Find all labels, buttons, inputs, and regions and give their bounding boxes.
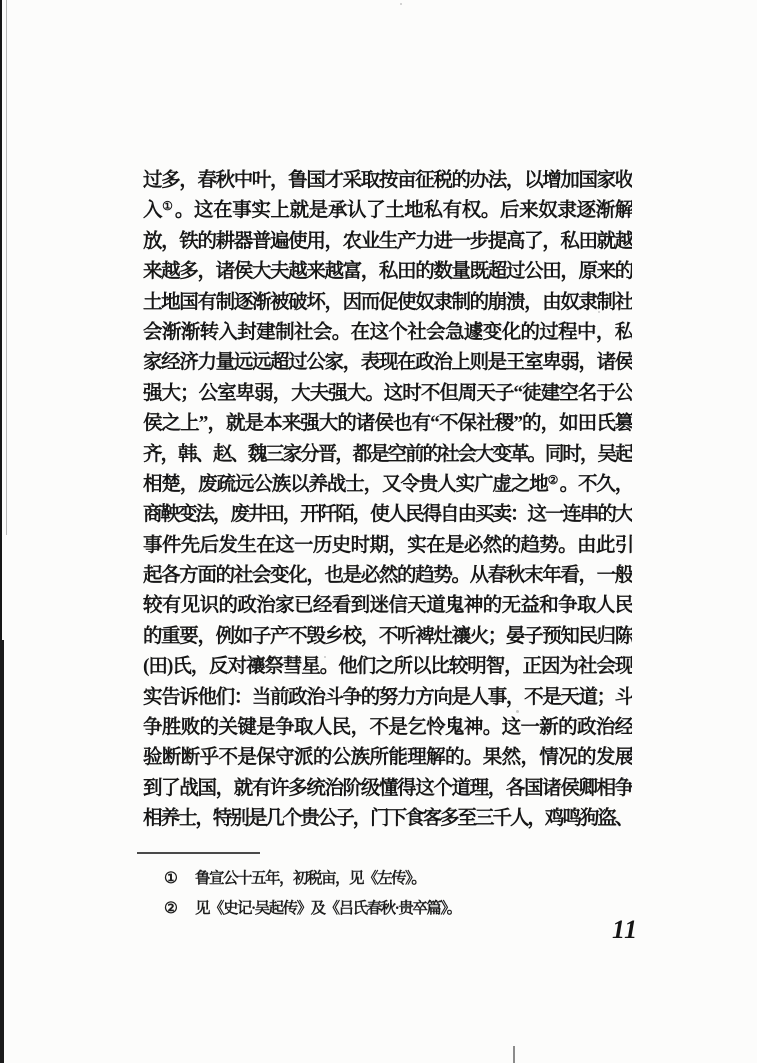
- text-line: 验断断乎不是保守派的公族所能理解的。果然，情况的发展: [143, 747, 632, 769]
- text-line: 侯之上”，就是本来强大的诸侯也有“不保社稷”的，如田氏篡: [143, 413, 632, 435]
- text-line: 相楚，废疏远公族以养战士，又令贵人实广虚之地②。不久，: [143, 472, 632, 495]
- footnote-item: [164, 864, 644, 894]
- footnote-text: 见《史记·吴起传》及《吕氏春秋·贵卒篇》。: [195, 899, 461, 917]
- footnotes: [164, 864, 644, 923]
- text-line: 商鞅变法，废井田，开阡陌，使人民得自由买卖：这一连串的大: [143, 504, 632, 526]
- footnote-separator: [137, 852, 260, 854]
- text-line: 较有见识的政治家已经看到迷信天道鬼神的无益和争取人民: [143, 595, 632, 617]
- text-line: 过多，春秋中叶，鲁国才采取按亩征税的办法，以增加国家收: [143, 170, 632, 191]
- text-line: 到了战国，就有许多统治阶级懂得这个道理，各国诸侯卿相争: [143, 777, 632, 799]
- text-line: 土地国有制逐渐被破坏，因而促使奴隶制的崩溃，由奴隶制社: [143, 291, 632, 313]
- scan-edge-hairline: [6, 0, 7, 535]
- text-line: (田)氏，反对禳祭彗星。他们之所以比较明智，正因为社会现: [143, 656, 632, 678]
- text-line: 起各方面的社会变化，也是必然的趋势。从春秋末年看，一般: [143, 565, 632, 587]
- text-line: 实告诉他们：当前政治斗争的努力方向是人事，不是天道；斗: [143, 686, 632, 708]
- footnote-marker: ②: [164, 899, 178, 917]
- footnote-text: 鲁宣公十五年，初税亩，见《左传》。: [195, 870, 426, 887]
- text-line: 相养士，特别是几个贵公子，门下食客多至三千人，鸡鸣狗盗、: [143, 808, 632, 830]
- page-body-text: [143, 166, 632, 835]
- text-line: 强大；公室卑弱，大夫强大。这时不但周天子“徒建空名于公: [143, 382, 632, 404]
- text-line: 家经济力量远远超过公家，表现在政治上则是王室卑弱，诸侯: [143, 352, 632, 374]
- scan-registration-mark: [513, 1046, 515, 1063]
- text-line: 齐，韩、赵、魏三家分晋，都是空前的社会大变革。同时，吴起: [143, 443, 632, 465]
- text-line: 来越多，诸侯大夫越来越富，私田的数量既超过公田，原来的: [143, 261, 632, 283]
- text-line: 事件先后发生在这一历史时期，实在是必然的趋势。由此引: [143, 534, 632, 556]
- footnote-item: [164, 894, 644, 924]
- scan-speckle: [400, 3, 402, 5]
- text-line: 放，铁的耕器普遍使用，农业生产力进一步提高了，私田就越: [143, 230, 632, 252]
- footnote-marker: ①: [164, 870, 178, 887]
- page-number: 11: [612, 915, 638, 944]
- text-line: 的重要，例如子产不毁乡校，不听裨灶禳火；晏子预知民归陈: [143, 625, 632, 647]
- text-line: 争胜败的关键是争取人民，不是乞怜鬼神。这一新的政治经: [143, 717, 632, 739]
- scan-gutter-edge-bottom: [0, 640, 4, 1063]
- text-line: 会渐渐转入封建制社会。在这个社会急遽变化的过程中，私: [143, 321, 632, 343]
- text-line: 入①。这在事实上就是承认了土地私有权。后来奴隶逐渐解: [143, 199, 632, 222]
